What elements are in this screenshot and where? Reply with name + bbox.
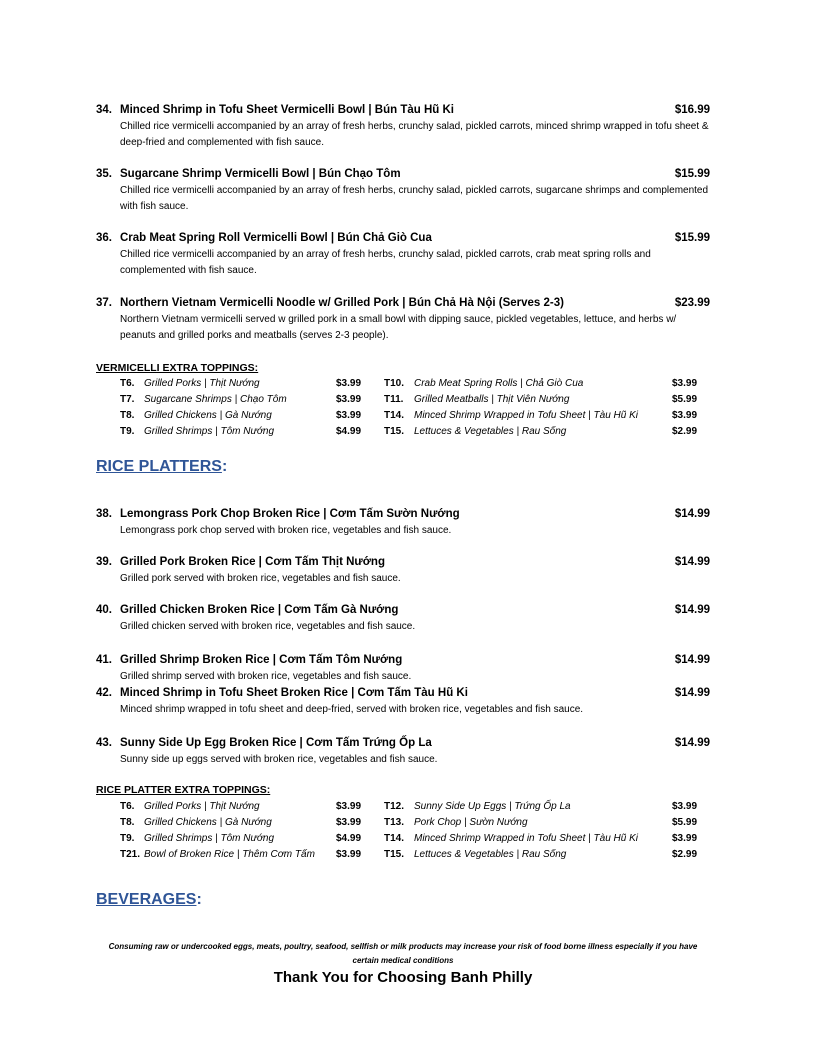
item-number: 41. [96,654,112,666]
topping-name: Grilled Shrimps | Tôm Nướng [144,833,275,844]
topping-code: T14. [384,410,405,421]
item-name: Grilled Shrimp Broken Rice | Cơm Tấm Tôm Nướng [120,654,403,666]
menu-item-34 [96,102,710,151]
topping-row [120,376,712,392]
topping-code: T12. [384,801,405,812]
topping-price: $3.99 [672,378,698,389]
item-number: 37. [96,297,112,309]
topping-name: Bowl of Broken Rice | Thêm Cơm Tấm [144,849,315,860]
topping-price: $3.99 [336,817,362,828]
menu-item-40 [96,602,710,635]
item-number: 40. [96,604,112,616]
item-number: 35. [96,168,112,180]
topping-price: $4.99 [336,833,362,844]
topping-code: T13. [384,817,405,828]
topping-name: Sugarcane Shrimps | Chạo Tôm [144,394,287,405]
item-description: Minced shrimp wrapped in tofu sheet and deep-fried, served with broken rice, vegetables and fish sauce. [120,704,584,715]
item-name: Grilled Pork Broken Rice | Cơm Tấm Thịt Nướng [120,556,385,568]
item-name: Lemongrass Pork Chop Broken Rice | Cơm Tấm Sườn Nướng [120,508,460,520]
item-price: $14.99 [674,556,710,568]
topping-row [120,815,712,831]
section-title-text: BEVERAGES [96,891,197,908]
vermicelli-toppings-heading: VERMICELLI EXTRA TOPPINGS: [96,362,259,374]
topping-name: Minced Shrimp Wrapped in Tofu Sheet | Tàu Hũ Ki [414,833,639,844]
topping-name: Grilled Chickens | Gà Nướng [144,410,272,421]
item-price: $14.99 [674,654,710,666]
topping-price: $3.99 [672,410,698,421]
item-name: Sunny Side Up Egg Broken Rice | Cơm Tấm Trứng Ốp La [120,737,432,749]
topping-price: $3.99 [336,849,362,860]
item-name: Crab Meat Spring Roll Vermicelli Bowl | Bún Chả Giò Cua [120,232,432,244]
menu-item-43 [96,735,710,768]
item-description: Grilled pork served with broken rice, vegetables and fish sauce. [120,573,401,584]
menu-item-38 [96,506,710,539]
item-name: Northern Vietnam Vermicelli Noodle w/ Grilled Pork | Bún Chả Hà Nội (Serves 2-3) [120,297,564,309]
item-number: 38. [96,508,112,520]
topping-name: Grilled Shrimps | Tôm Nướng [144,426,275,437]
topping-price: $2.99 [672,426,698,437]
topping-price: $5.99 [672,394,698,405]
topping-code: T7. [120,394,135,405]
topping-row [120,847,712,863]
item-number: 39. [96,556,112,568]
topping-price: $3.99 [336,410,362,421]
menu-item-39 [96,554,710,587]
topping-row [120,799,712,815]
item-description: Chilled rice vermicelli accompanied by an array of fresh herbs, crunchy salad, pickled carrots, minced shrimp wrapped in tofu sheet & deep-fried and complemented with fish sauce. [120,121,709,148]
topping-code: T9. [120,426,135,437]
topping-name: Grilled Porks | Thịt Nướng [144,801,260,812]
beverages-title: BEVERAGES: [96,891,202,908]
item-number: 34. [96,104,112,116]
topping-row [120,424,712,440]
topping-code: T8. [120,410,135,421]
topping-price: $3.99 [672,801,698,812]
topping-code: T15. [384,849,405,860]
item-price: $14.99 [674,687,710,699]
topping-name: Grilled Chickens | Gà Nướng [144,817,272,828]
topping-price: $3.99 [672,833,698,844]
topping-row [120,831,712,847]
topping-price: $4.99 [336,426,362,437]
topping-name: Grilled Meatballs | Thịt Viên Nướng [414,394,570,405]
item-price: $14.99 [674,508,710,520]
vermicelli-toppings-grid [120,376,712,440]
menu-item-35 [96,166,710,215]
topping-name: Grilled Porks | Thịt Nướng [144,378,260,389]
topping-code: T6. [120,801,135,812]
item-number: 43. [96,737,112,749]
topping-code: T11. [384,394,404,405]
menu-item-36 [96,230,710,279]
topping-name: Lettuces & Vegetables | Rau Sống [414,426,567,437]
item-description: Chilled rice vermicelli accompanied by an array of fresh herbs, crunchy salad, pickled carrots, sugarcane shrimps and complemented with fish sauce. [120,185,709,212]
item-description: Lemongrass pork chop served with broken rice, vegetables and fish sauce. [120,525,452,536]
topping-code: T21. [120,849,141,860]
item-name: Grilled Chicken Broken Rice | Cơm Tấm Gà Nướng [120,604,399,616]
topping-code: T15. [384,426,405,437]
menu-item-41 [96,652,710,685]
topping-name: Lettuces & Vegetables | Rau Sống [414,849,567,860]
topping-name: Pork Chop | Sườn Nướng [414,817,528,828]
item-price: $14.99 [674,604,710,616]
topping-name: Sunny Side Up Eggs | Trứng Ốp La [414,801,571,812]
topping-row [120,392,712,408]
topping-name: Crab Meat Spring Rolls | Chả Giò Cua [414,378,584,389]
topping-code: T6. [120,378,135,389]
item-description: Northern Vietnam vermicelli served w grilled pork in a small bowl with dipping sauce, pickled vegetables, lettuce, and herbs w/ peanuts and grilled porks and meatballs (serves 2-3 people). [120,314,677,341]
item-number: 36. [96,232,112,244]
item-description: Chilled rice vermicelli accompanied by an array of fresh herbs, crunchy salad, pickled carrots, crab meat spring rolls and complemented with fish sauce. [120,249,651,276]
rice-platters-title: RICE PLATTERS: [96,458,228,475]
menu-item-37 [96,295,710,344]
topping-price: $5.99 [672,817,698,828]
item-name: Minced Shrimp in Tofu Sheet Broken Rice | Cơm Tấm Tàu Hũ Ki [120,687,468,699]
item-price: $15.99 [674,168,710,180]
item-name: Sugarcane Shrimp Vermicelli Bowl | Bún Chạo Tôm [120,168,401,180]
topping-price: $2.99 [672,849,698,860]
topping-price: $3.99 [336,394,362,405]
item-number: 42. [96,687,112,699]
topping-code: T14. [384,833,405,844]
thank-you-message: Thank You for Choosing Banh Philly [273,969,533,986]
item-name: Minced Shrimp in Tofu Sheet Vermicelli Bowl | Bún Tàu Hũ Ki [120,104,454,116]
topping-code: T8. [120,817,135,828]
topping-row [120,408,712,424]
rice-toppings-heading: RICE PLATTER EXTRA TOPPINGS: [96,784,271,796]
topping-name: Minced Shrimp Wrapped in Tofu Sheet | Tàu Hũ Ki [414,410,639,421]
item-description: Grilled shrimp served with broken rice, vegetables and fish sauce. [120,671,412,682]
topping-code: T10. [384,378,405,389]
topping-code: T9. [120,833,135,844]
topping-price: $3.99 [336,378,362,389]
rice-toppings-grid [120,799,712,863]
item-description: Sunny side up eggs served with broken rice, vegetables and fish sauce. [120,754,438,765]
item-price: $16.99 [674,104,710,116]
item-price: $15.99 [674,232,710,244]
item-description: Grilled chicken served with broken rice, vegetables and fish sauce. [120,621,416,632]
item-price: $23.99 [674,297,710,309]
topping-price: $3.99 [336,801,362,812]
item-price: $14.99 [674,737,710,749]
health-disclaimer: Consuming raw or undercooked eggs, meats, poultry, seafood, sellfish or milk products may increase your risk of food borne illness especially if you have certain medical conditions [108,942,698,965]
section-title-text: RICE PLATTERS [96,458,222,475]
menu-item-42 [96,685,710,718]
